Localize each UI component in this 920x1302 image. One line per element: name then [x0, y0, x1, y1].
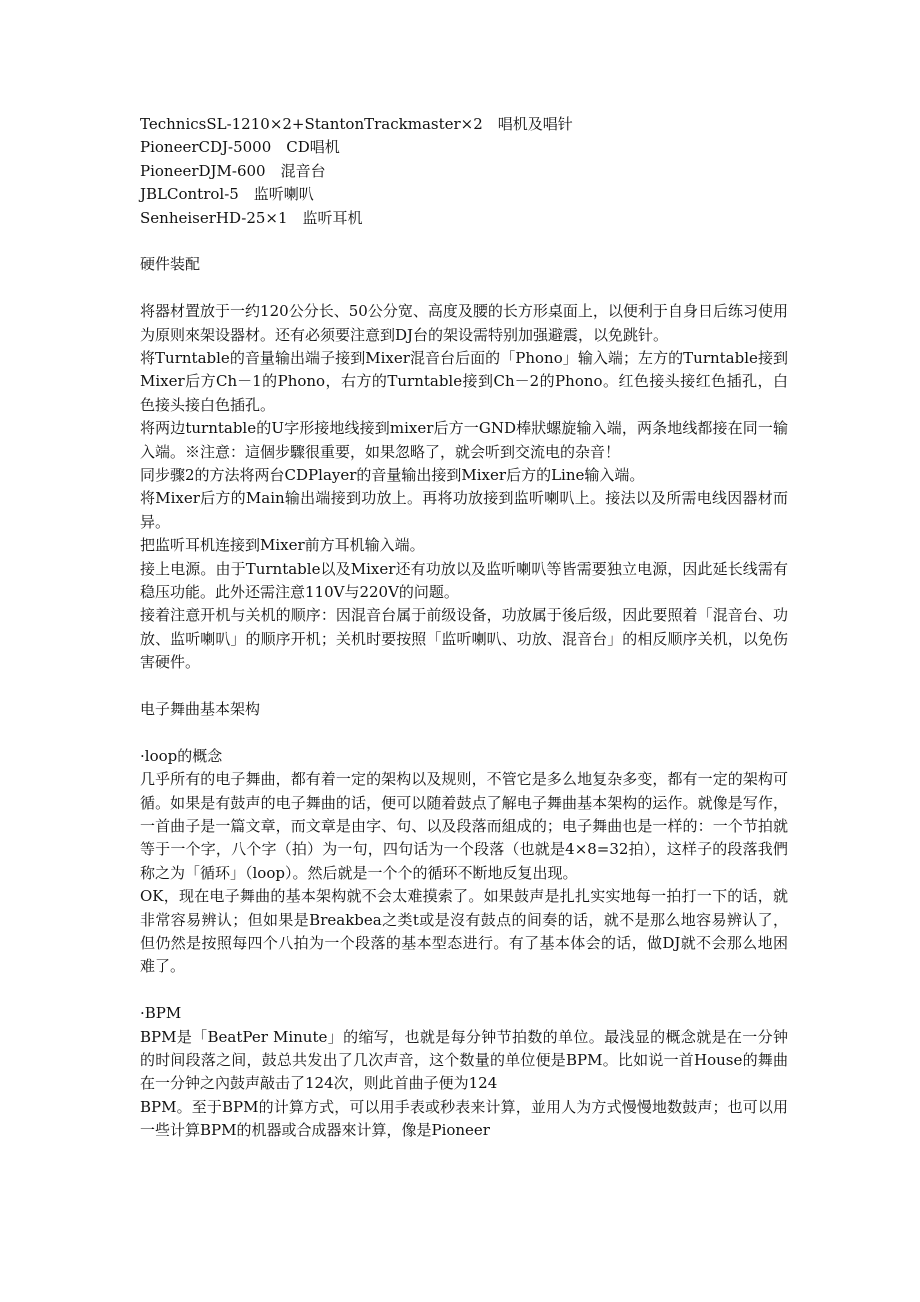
- section-heading-structure: 电子舞曲基本架构: [140, 700, 261, 719]
- hardware-paragraph: 将两边turntable的U字形接地线接到mixer后方一GND棒狀螺旋输入端，两条地线都接在同一输入端。※注意：這個步驟很重要，如果忽略了，就会听到交流电的杂音！: [140, 419, 788, 461]
- hardware-paragraph: 接上电源。由于Turntable以及Mixer还有功放以及监听喇叭等皆需要独立电源，因此延长线需有稳压功能。此外还需注意110V与220V的问题。: [140, 559, 788, 601]
- loop-paragraph: 几乎所有的电子舞曲，都有着一定的架构以及规则，不管它是多么地复杂多变，都有一定的架构可循。如果是有鼓声的电子舞曲的话，便可以随着鼓点了解电子舞曲基本架构的运作。就像是写作，一首曲子是一篇文章，而文章是由字、句、以及段落而組成的；电子舞曲也是一样的：一个节拍就等于一个字，八个字（拍）为一句，四句话为一个段落（也就是4×8=32拍），这样子的段落我們称之为「循环」（loop）。然后就是一个个的循环不断地反复出现。: [140, 770, 788, 882]
- equipment-item: PioneerDJM-600 混音台: [140, 161, 326, 180]
- bpm-paragraph: BPM是「BeatPer Minute」的缩写，也就是每分钟节拍数的单位。最浅显的概念就是在一分钟的时间段落之间，鼓总共发出了几次声音，这个数量的单位便是BPM。比如说一首House的舞曲在一分钟之內鼓声敲击了124次，则此首曲子便为124: [140, 1027, 788, 1093]
- equipment-item: TechnicsSL-1210×2+StantonTrackmaster×2 唱机及唱针: [140, 115, 573, 133]
- hardware-paragraph: 将Turntable的音量输出端子接到Mixer混音台后面的「Phono」输入端；左方的Turntable接到Mixer后方Ch－1的Phono，右方的Turntable接到Ch－2的Phono。红色接头接红色插孔，白色接头接白色插孔。: [140, 348, 788, 414]
- bpm-paragraph: BPM。至于BPM的计算方式，可以用手表或秒表来计算，並用人为方式慢慢地数鼓声；也可以用一些计算BPM的机器或合成器來计算，像是Pioneer: [140, 1097, 788, 1140]
- hardware-paragraph: 将Mixer后方的Main输出端接到功放上。再将功放接到监听喇叭上。接法以及所需电线因器材而异。: [140, 489, 788, 531]
- hardware-paragraph: 同步骤2的方法将两台CDPlayer的音量输出接到Mixer后方的Line输入端。: [140, 465, 645, 484]
- subsection-title-loop: ·loop的概念: [140, 746, 223, 765]
- document-page: [140, 113, 788, 1143]
- equipment-item: PioneerCDJ-5000 CD唱机: [140, 138, 340, 157]
- hardware-paragraph: 将器材置放于一约120公分长、50公分宽、高度及腰的长方形桌面上，以便利于自身日后练习使用为原则來架设器材。还有必须要注意到DJ台的架设需特别加强避震，以免跳针。: [140, 302, 788, 344]
- section-heading-hardware: 硬件装配: [140, 255, 201, 274]
- hardware-paragraph: 把监听耳机连接到Mixer前方耳机输入端。: [140, 536, 425, 555]
- hardware-paragraph: 接着注意开机与关机的顺序：因混音台属于前级设备，功放属于後后级，因此要照着「混音台、功放、监听喇叭」的顺序开机；关机时要按照「监听喇叭、功放、混音台」的相反顺序关机，以免伤害硬件。: [140, 606, 788, 672]
- subsection-title-bpm: ·BPM: [140, 1004, 182, 1023]
- equipment-item: SenheiserHD-25×1 监听耳机: [140, 208, 363, 227]
- loop-paragraph: OK，现在电子舞曲的基本架构就不会太难摸索了。如果鼓声是扎扎实实地每一拍打一下的话，就非常容易辨认；但如果是Breakbea之类t或是沒有鼓点的间奏的话，就不是那么地容易辨认了，但仍然是按照每四个八拍为一个段落的基本型态进行。有了基本体会的话，做DJ就不会那么地困难了。: [140, 887, 788, 976]
- equipment-item: JBLControl-5 监听喇叭: [140, 185, 314, 204]
